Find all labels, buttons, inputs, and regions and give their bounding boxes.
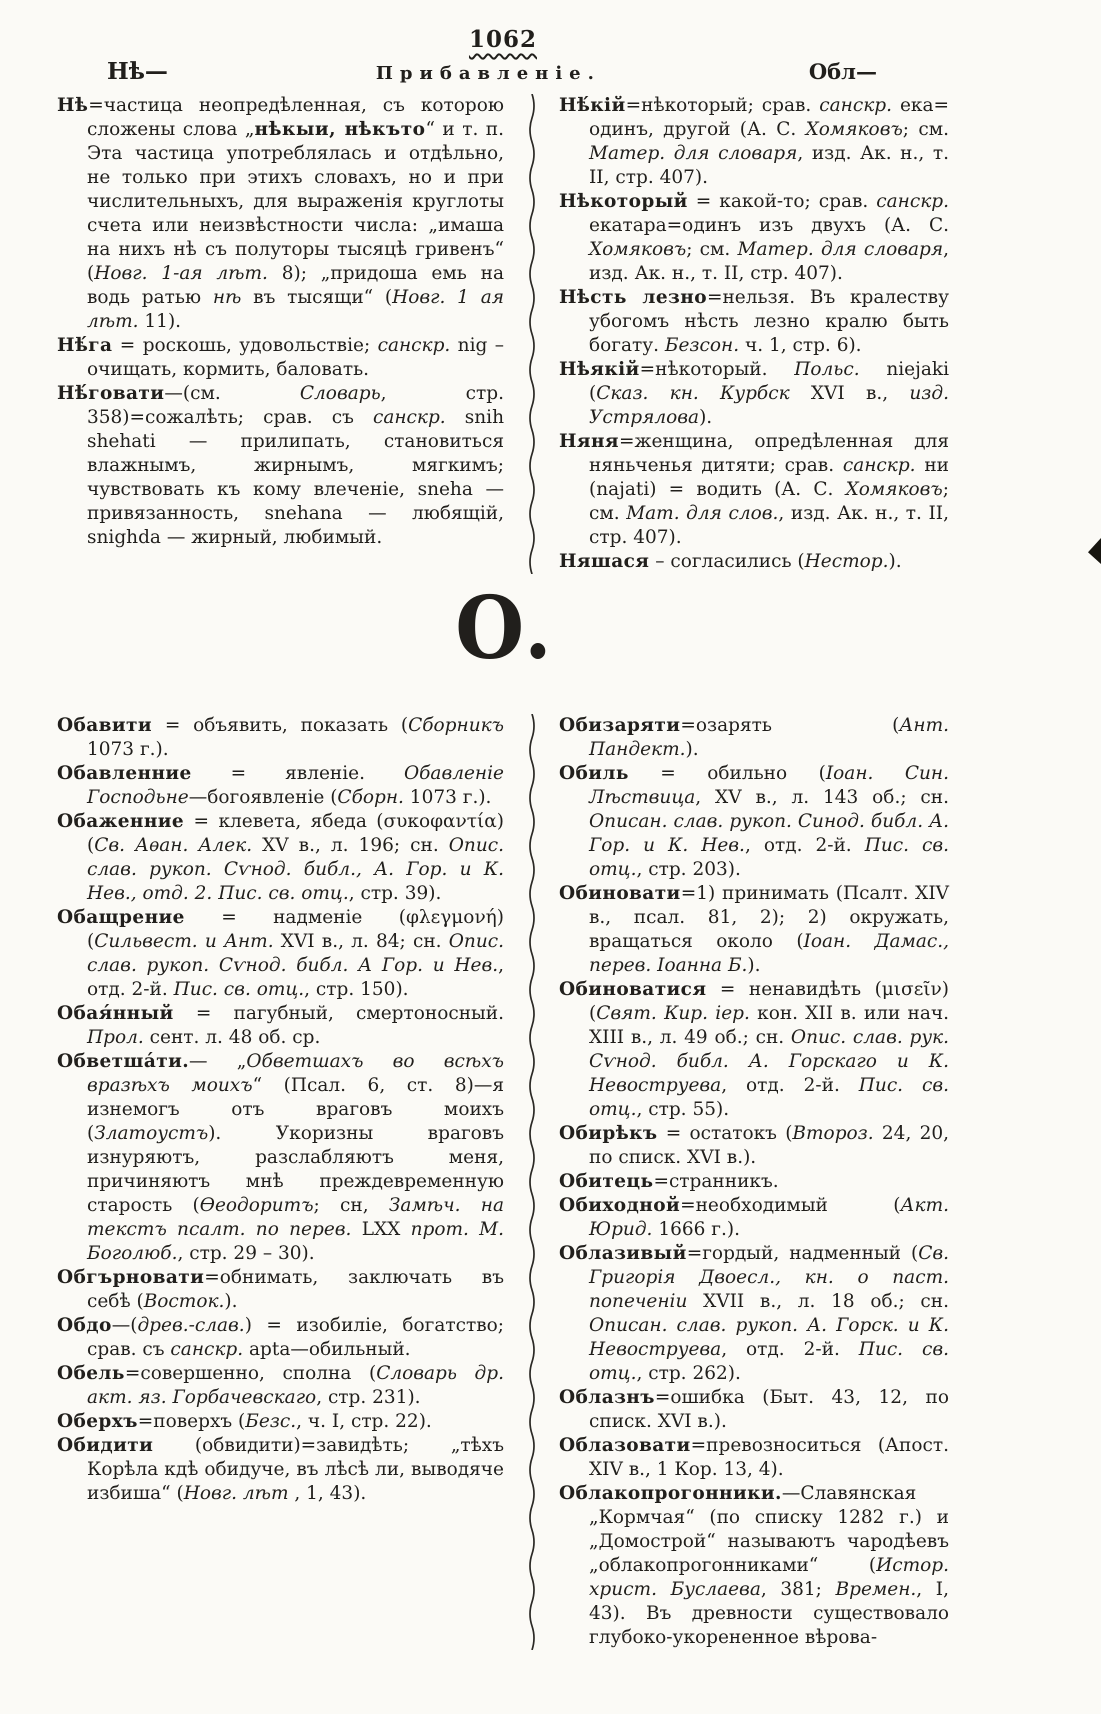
- entry-text: =озарять (: [680, 714, 900, 736]
- running-head-left: Нѣ—: [107, 58, 168, 85]
- entry-text: нѣкыи, нѣкъто: [254, 119, 426, 140]
- dictionary-entry: [559, 978, 949, 1122]
- entry-headword: Нѣякій: [559, 359, 640, 380]
- entry-text: сент. л. 48 об. ср.: [143, 1026, 321, 1048]
- entry-headword: Обизаряти: [559, 714, 681, 736]
- entry-text: , изд. Ак. н., т. II, стр. 407).: [589, 503, 949, 548]
- column-right-o: [559, 714, 949, 1650]
- entry-text: =1) принимать (Псалт. XIV в., псал. 81, 2); 2) окружать, вращаться около (: [589, 882, 949, 952]
- entry-text: , стр. 29 – 30).: [177, 1242, 315, 1264]
- entry-citation: Сборн.: [337, 786, 404, 808]
- dictionary-entry: [57, 762, 504, 810]
- entry-text: = надменіе (φλεγμονή) (: [87, 906, 504, 952]
- entry-citation: Безс.: [245, 1410, 297, 1432]
- entry-text: XVI в., л. 84; сн.: [273, 930, 449, 952]
- entry-citation: Ѳеодоритъ: [199, 1194, 314, 1216]
- entry-citation: Іоан. Дамас., перев. Іоанна Б.: [589, 930, 949, 976]
- entry-text: =гордый, надменный (: [686, 1242, 919, 1264]
- column-left-n: [57, 94, 504, 574]
- dictionary-entry: [57, 1050, 504, 1266]
- entry-text: snih shehati — прилипать, становиться влажнымъ, жирнымъ, мягкимъ; чувствовать къ кому влеченіе, sneha — привязанность, snehana — любящій, snighda — жирный, любимый.: [87, 407, 504, 548]
- entry-text: ).: [747, 954, 761, 976]
- entry-text: = объявить, показать (: [152, 714, 409, 736]
- dictionary-entry: [559, 762, 949, 882]
- entry-text: = какой-то; срав.: [687, 191, 877, 212]
- column-divider-rule: [527, 94, 537, 574]
- entry-headword: Обавленние: [57, 762, 192, 784]
- entry-text: ).: [685, 738, 699, 760]
- entry-citation: Сказ. кн. Курбск: [596, 383, 790, 404]
- entry-citation: Матер. для словаря: [737, 239, 944, 260]
- entry-text: =нѣкоторый; срав.: [625, 95, 820, 116]
- dictionary-entry: [57, 1362, 504, 1410]
- running-head-right: Обл—: [808, 59, 877, 84]
- entry-text: =превозноситься (Апост. XIV в., 1 Кор. 13, 4).: [589, 1434, 949, 1480]
- entry-text: = роскошь, удовольствіе;: [112, 335, 378, 356]
- entry-text: екатара=одинъ изъ двухъ (А. С.: [589, 215, 949, 236]
- entry-headword: Обгърновати: [57, 1266, 205, 1288]
- entry-text: XV в., л. 196; сн.: [252, 834, 449, 856]
- entry-text: ; см.: [902, 119, 949, 140]
- entry-text: ).: [888, 551, 902, 572]
- entry-citation: Новг. лѣт: [183, 1482, 289, 1504]
- page-number: 1062: [468, 26, 537, 53]
- page-number-block: [57, 26, 949, 53]
- dictionary-entry: [559, 1122, 949, 1170]
- entry-citation: Обавленіе Господьне: [87, 762, 504, 808]
- entry-citation: санскр.: [819, 95, 892, 116]
- entry-headword: Нѣкоторый: [559, 191, 688, 212]
- entry-citation: нѣ: [212, 287, 242, 308]
- entry-text: , стр. 262).: [636, 1362, 741, 1384]
- dictionary-entry: [559, 1434, 949, 1482]
- entry-text: , стр. 150).: [304, 978, 409, 1000]
- entry-text: = остатокъ (: [657, 1122, 793, 1144]
- entry-text: ч. 1, стр. 6).: [739, 335, 862, 356]
- entry-headword: Нѣсть лезно: [559, 287, 707, 308]
- entry-text: =странникъ.: [653, 1170, 779, 1192]
- dictionary-entry: [57, 1314, 504, 1362]
- dictionary-entry: [559, 1386, 949, 1434]
- dictionary-entry: [57, 1002, 504, 1050]
- entry-headword: Обирѣкъ: [559, 1122, 658, 1144]
- dictionary-entry: [559, 1194, 949, 1242]
- entry-headword: Нѣ́кій: [559, 95, 626, 116]
- entry-headword: Обиновати: [559, 882, 681, 904]
- entry-text: 1073 г.).: [403, 786, 492, 808]
- entry-citation: Златоустъ: [94, 1122, 209, 1144]
- entry-headword: Облазивый: [559, 1242, 687, 1264]
- dictionary-entry: [559, 550, 949, 574]
- entry-citation: Истор. христ. Буслаева: [589, 1554, 949, 1600]
- entry-text: =женщина, опредѣленная для няньченья дитяти; срав.: [589, 431, 949, 476]
- entry-citation: древ.-слав.: [137, 1314, 245, 1336]
- entry-citation: санскр.: [170, 1338, 244, 1360]
- entry-headword: Нѣ́говати: [57, 383, 165, 404]
- entry-citation: Словарь др. акт. яз. Горбачевскаго: [87, 1362, 504, 1408]
- dictionary-entry: [57, 382, 504, 550]
- entry-text: —(: [111, 1314, 138, 1336]
- entry-citation: Замѣч. на текстъ псалт. по перев.: [87, 1194, 505, 1240]
- entry-citation: Описан. слав. рукоп. А. Горск. и К. Невоструева: [589, 1314, 949, 1360]
- dictionary-entry: [57, 334, 504, 382]
- entry-headword: Оберхъ: [57, 1410, 138, 1432]
- entry-citation: Пис. св. отц.: [589, 834, 949, 880]
- dictionary-entry: [57, 1434, 504, 1506]
- entry-text: , отд. 2-й.: [87, 954, 504, 1000]
- entry-headword: Обавити: [57, 714, 153, 736]
- entry-headword: Обиходной: [559, 1194, 681, 1216]
- entry-text: =нельзя. Въ кралеству убогомъ нѣсть лезно кралю быть богату.: [589, 287, 949, 356]
- dictionary-entry: [559, 1482, 949, 1650]
- entry-text: (обвидити)=завидѣть; „тѣхъ Корѣла кдѣ обидуче, въ лѣсѣ ли, выводяче избиша“ (: [87, 1434, 504, 1504]
- entry-text: , отд. 2-й.: [744, 834, 865, 856]
- entry-text: 11).: [138, 311, 182, 332]
- entry-headword: Обаженние: [57, 810, 185, 832]
- entry-citation: Пис. св. отц.: [589, 1338, 949, 1384]
- entry-text: “ и т. п. Эта частица употреблялась и отдѣльно, не только при этихъ словахъ, но и при числительныхъ, для выраженія круглоты счета или неизвѣстности числа: „имаша на нихъ нѣ съ полуторы тысяцѣ гривенъ“ (: [87, 119, 504, 284]
- entry-citation: Опис. слав. рукоп. Сѵнод. библ., А. Гор. и К. Нев., отд. 2. Пис. св. отц.: [87, 834, 504, 904]
- entry-citation: прот. М. Боголюб.: [87, 1218, 504, 1264]
- entry-text: niejaki (: [589, 359, 949, 404]
- entry-text: ни (najati) = водить (А. С.: [589, 455, 949, 500]
- text-block: [57, 94, 949, 1650]
- entry-text: ; сн,: [313, 1194, 389, 1216]
- entry-headword: Нѣ: [57, 95, 89, 116]
- entry-text: ека= одинъ, другой (А. С.: [589, 95, 950, 140]
- entry-text: — „: [189, 1050, 247, 1072]
- entry-citation: Безсон.: [664, 335, 740, 356]
- dictionary-entry: [559, 1242, 949, 1386]
- entry-citation: Восток.: [143, 1290, 225, 1312]
- entry-citation: Новг. 1 ая лѣт.: [87, 287, 505, 332]
- entry-citation: Матер. для словаря: [589, 143, 798, 164]
- entry-headword: Облазовати: [559, 1434, 691, 1456]
- entry-text: , изд. Ак. н., т. II, стр. 407).: [589, 143, 949, 188]
- entry-citation: Свят. Кир. іер.: [596, 1002, 750, 1024]
- entry-text: , 381;: [760, 1578, 836, 1600]
- entry-headword: Няня: [559, 431, 619, 452]
- entry-citation: Польс.: [794, 359, 860, 380]
- entry-citation: Акт. Юрид.: [589, 1194, 949, 1240]
- entry-citation: Св. Аѳан. Алек.: [94, 834, 253, 856]
- entry-citation: Сборникъ: [408, 714, 504, 736]
- entry-headword: Обель: [57, 1362, 125, 1384]
- entry-headword: Обветша́ти.: [57, 1050, 190, 1072]
- entry-text: , стр. 358)=сожалѣть; срав. съ: [87, 383, 504, 428]
- entry-text: = обильно (: [628, 762, 826, 784]
- entry-text: , ч. I, стр. 22).: [296, 1410, 432, 1432]
- column-divider-rule: [527, 714, 537, 1650]
- dictionary-entry: [559, 882, 949, 978]
- dictionary-entry: [57, 1266, 504, 1314]
- scan-artifact: [1088, 538, 1101, 564]
- entry-text: —богоявленіе (: [188, 786, 338, 808]
- entry-text: 1666 г.).: [652, 1218, 740, 1240]
- dictionary-entry: [57, 906, 504, 1002]
- entry-text: ; см.: [686, 239, 738, 260]
- entry-text: 8); „придоша емь на водь ратью: [87, 263, 505, 308]
- entry-text: apta—обильный.: [243, 1338, 411, 1360]
- entry-headword: Обиноватися: [559, 978, 707, 1000]
- entry-text: = клевета, ябеда (συκοφαντία) (: [87, 810, 504, 856]
- entry-headword: Обитець: [559, 1170, 654, 1192]
- entry-citation: санскр.: [842, 455, 916, 476]
- entry-headword: Обиль: [559, 762, 629, 784]
- section-initial-block: [57, 578, 949, 679]
- entry-citation: Описан. слав. рукоп. Синод. библ. А. Гор. и К. Нев.: [589, 810, 949, 856]
- entry-citation: Хомяковъ: [845, 479, 943, 500]
- entry-headword: Облакопрогонники.: [559, 1482, 782, 1504]
- entry-text: =поверхъ (: [137, 1410, 246, 1432]
- entry-text: кон. XII в. или нач. XIII в., л. 49 об.; сн.: [589, 1002, 950, 1048]
- entry-text: , стр. 55).: [636, 1098, 730, 1120]
- entry-citation: Второз.: [792, 1122, 874, 1144]
- section-o: [57, 714, 949, 1650]
- entry-text: , изд. Ак. н., т. II, стр. 407).: [589, 239, 949, 284]
- dictionary-entry: [559, 94, 949, 190]
- entry-text: nig – очищать, кормить, баловать.: [87, 335, 504, 380]
- running-head-center: Прибавленіе.: [375, 63, 601, 84]
- entry-text: LXX: [351, 1218, 411, 1240]
- entry-text: =обнимать, заключать въ себѣ (: [87, 1266, 504, 1312]
- entry-text: , отд. 2-й.: [721, 1338, 859, 1360]
- entry-text: , XV в., л. 143 об.; сн.: [695, 786, 949, 808]
- entry-headword: Обая́нный: [57, 1002, 174, 1024]
- dictionary-entry: [559, 286, 949, 358]
- entry-citation: Словарь: [299, 383, 381, 404]
- entry-text: , стр. 203).: [636, 858, 741, 880]
- entry-citation: Сильвест. и Ант.: [94, 930, 274, 952]
- dictionary-entry: [57, 94, 504, 334]
- dictionary-entry: [559, 358, 949, 430]
- entry-text: —Славянская „Кормчая“ (по списку 1282 г.) и „Домострой“ называютъ чародѣевъ „облакопрогонниками“ (: [589, 1482, 949, 1576]
- entry-headword: Нѣ́га: [57, 335, 113, 356]
- entry-text: ). Укоризны враговъ изнуряютъ, разслабляютъ меня, причиняютъ мнѣ преждевременную старость (: [87, 1122, 504, 1216]
- dictionary-entry: [559, 430, 949, 550]
- entry-citation: Пис. св. отц.: [173, 978, 305, 1000]
- entry-headword: Обащрение: [57, 906, 185, 928]
- dictionary-entry: [57, 714, 504, 762]
- entry-text: =ошибка (Быт. 43, 12, по списк. XVI в.).: [589, 1386, 949, 1432]
- entry-text: =необходимый (: [680, 1194, 901, 1216]
- entry-text: =нѣкоторый.: [639, 359, 795, 380]
- entry-text: = пагубный, смертоносный.: [173, 1002, 504, 1024]
- entry-text: XVII в., л. 18 об.; сн.: [687, 1290, 949, 1312]
- entry-citation: Нестор.: [804, 551, 889, 572]
- entry-citation: Опис. слав. рукоп. Сѵнод. библ. А Гор. и Нев.: [87, 930, 505, 976]
- entry-citation: Мат. для слов.: [626, 503, 779, 524]
- entry-text: ; см.: [589, 479, 949, 524]
- entry-headword: Облазнъ: [559, 1386, 655, 1408]
- dictionary-entry: [559, 190, 949, 286]
- entry-text: , 1, 43).: [288, 1482, 367, 1504]
- entry-citation: санскр.: [377, 335, 451, 356]
- running-head: [57, 58, 949, 85]
- section-n: [57, 94, 949, 574]
- entry-text: =совершенно, сполна (: [124, 1362, 377, 1384]
- entry-text: 1073 г.).: [87, 738, 169, 760]
- entry-citation: Обветшахъ во всѣхъ вразѣхъ моихъ: [87, 1050, 504, 1096]
- entry-citation: Хомяковъ: [805, 119, 903, 140]
- column-left-o: [57, 714, 504, 1650]
- entry-headword: Няшася: [559, 551, 650, 572]
- entry-text: ).: [699, 407, 713, 428]
- entry-text: , стр. 39).: [348, 882, 442, 904]
- entry-citation: Пис. св. отц.: [589, 1074, 949, 1120]
- entry-text: , I, 43). Въ древности существовало глубоко-укорененное вѣрова-: [589, 1578, 949, 1648]
- entry-citation: Времен.: [835, 1578, 917, 1600]
- entry-text: въ тысящи“ (: [241, 287, 393, 308]
- entry-citation: санскр.: [876, 191, 949, 212]
- entry-text: =частица неопредѣленная, съ которою сложены слова „: [87, 95, 504, 140]
- entry-headword: Обдо: [57, 1314, 112, 1336]
- dictionary-entry: [57, 810, 504, 906]
- entry-citation: изд. Устрялова: [589, 383, 949, 428]
- entry-text: “ (Псал. 6, ст. 8)—я изнемогъ отъ враговъ моихъ (: [87, 1074, 505, 1144]
- entry-text: —(см.: [164, 383, 300, 404]
- dictionary-entry: [559, 1170, 949, 1194]
- entry-text: , стр. 231).: [316, 1386, 421, 1408]
- entry-citation: Св. Григорія Двоесл., кн. о паст. попеченіи: [589, 1242, 949, 1312]
- entry-citation: санскр.: [372, 407, 446, 428]
- entry-citation: Опис. слав. рук. Сѵнод. библ. А. Горскаго и К. Невоструева: [589, 1026, 949, 1096]
- dictionary-entry: [57, 1410, 504, 1434]
- entry-citation: Іоан. Син. Лѣствица: [589, 762, 949, 808]
- section-initial-letter: О.: [454, 578, 552, 679]
- column-right-n: [559, 94, 949, 574]
- column-gap-n: [504, 94, 559, 574]
- entry-text: 24, 20, по списк. XVI в.).: [589, 1122, 949, 1168]
- dictionary-entry: [559, 714, 949, 762]
- column-gap-o: [504, 714, 559, 1650]
- entry-text: ) = изобиліе, богатство; срав. съ: [87, 1314, 504, 1360]
- entry-citation: Ант. Пандект.: [589, 714, 949, 760]
- entry-citation: Прол.: [87, 1026, 144, 1048]
- entry-text: = явленіе.: [191, 762, 404, 784]
- entry-text: , отд. 2-й.: [721, 1074, 859, 1096]
- entry-citation: Хомяковъ: [589, 239, 687, 260]
- entry-text: ).: [224, 1290, 238, 1312]
- entry-headword: Обидити: [57, 1434, 154, 1456]
- entry-text: = ненавидѣть (μισεῖν) (: [589, 978, 949, 1024]
- entry-citation: Новг. 1-ая лѣт.: [94, 263, 268, 284]
- entry-text: – согласились (: [649, 551, 805, 572]
- entry-text: XVI в.,: [789, 383, 910, 404]
